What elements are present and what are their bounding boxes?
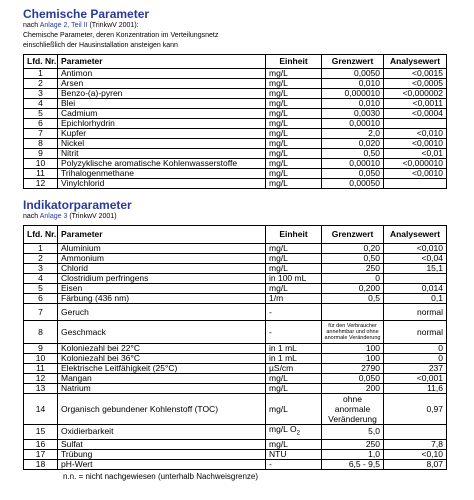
row-number-cell: 9 (24, 344, 58, 354)
unit-cell: mg/L (266, 244, 322, 254)
chemical-parameters-table (23, 54, 447, 189)
analysis-value-cell: <0,000002 (384, 89, 447, 99)
limit-value-cell: 0,50 (322, 149, 384, 159)
parameter-cell: Chlorid (58, 264, 266, 274)
reference-prefix: nach (23, 213, 40, 220)
unit-cell: mg/L (266, 384, 322, 394)
parameter-cell: Oxidierbarkeit (58, 425, 266, 440)
table-row (24, 119, 447, 129)
table-row (24, 274, 447, 284)
unit-cell: µS/cm (266, 364, 322, 374)
reference-prefix: nach (23, 22, 40, 29)
parameter-cell: Antimon (58, 69, 266, 79)
analysis-value-cell: <0,010 (384, 244, 447, 254)
indicator-parameters-table (23, 225, 447, 470)
unit-cell: NTU (266, 449, 322, 459)
row-number-cell: 5 (24, 284, 58, 294)
analysis-value-cell: 0,014 (384, 284, 447, 294)
limit-value-cell: 1,0 (322, 449, 384, 459)
row-number-cell: 6 (24, 294, 58, 304)
parameter-cell: Aluminium (58, 244, 266, 254)
row-number-cell: 3 (24, 89, 58, 99)
row-number-cell: 8 (24, 139, 58, 149)
unit-cell: mg/L (266, 79, 322, 89)
analysis-value-cell (384, 425, 447, 440)
unit-cell: mg/L (266, 394, 322, 425)
header-cell: Parameter (58, 55, 266, 69)
section-description-line: einschließlich der Hausinstallation ansteigen kann (23, 42, 178, 49)
table-row (24, 449, 447, 459)
row-number-cell: 7 (24, 304, 58, 321)
unit-cell: mg/L (266, 284, 322, 294)
limit-value-cell: 0,020 (322, 139, 384, 149)
row-number-cell: 3 (24, 264, 58, 274)
table-body (24, 69, 447, 189)
unit-cell: mg/L (266, 119, 322, 129)
reference-suffix: (TrinkwV 2001): (87, 22, 139, 29)
header-cell: Einheit (266, 55, 322, 69)
analysis-value-cell: <0,04 (384, 254, 447, 264)
parameter-cell: Färbung (436 nm) (58, 294, 266, 304)
section-description-line: Chemische Parameter, deren Konzentration im Verteilungsnetz (23, 32, 219, 39)
unit-cell: mg/L (266, 129, 322, 139)
limit-value-cell: 0,20 (322, 244, 384, 254)
unit-cell: - (266, 304, 322, 321)
analysis-value-cell: 15,1 (384, 264, 447, 274)
parameter-cell: Benzo-(a)-pyren (58, 89, 266, 99)
limit-value-cell: 250 (322, 264, 384, 274)
table-row (24, 109, 447, 119)
analysis-value-cell: <0,0011 (384, 99, 447, 109)
table-row (24, 244, 447, 254)
limit-value-cell: 0,0050 (322, 69, 384, 79)
analysis-value-cell: 0,97 (384, 394, 447, 425)
row-number-cell: 2 (24, 79, 58, 89)
unit-cell: mg/L (266, 89, 322, 99)
analysis-value-cell: 7,8 (384, 439, 447, 449)
header-cell: Grenzwert (322, 55, 384, 69)
analysis-value-cell: <0,000010 (384, 159, 447, 169)
limit-value-cell: 2790 (322, 364, 384, 374)
parameter-cell: Arsen (58, 79, 266, 89)
unit-cell: mg/L (266, 159, 322, 169)
table-row (24, 384, 447, 394)
table-row (24, 425, 447, 440)
unit-cell: in 1 mL (266, 354, 322, 364)
unit-cell: mg/L (266, 109, 322, 119)
analysis-value-cell: 11,6 (384, 384, 447, 394)
row-number-cell: 12 (24, 179, 58, 189)
row-number-cell: 11 (24, 169, 58, 179)
row-number-cell: 12 (24, 374, 58, 384)
row-number-cell: 2 (24, 254, 58, 264)
table-row (24, 99, 447, 109)
parameter-cell: Vinylchlorid (58, 179, 266, 189)
row-number-cell: 7 (24, 129, 58, 139)
unit-cell: 1/m (266, 294, 322, 304)
unit-cell: mg/L (266, 179, 322, 189)
table-row (24, 79, 447, 89)
table-row (24, 321, 447, 344)
limit-value-cell: 0,00010 (322, 119, 384, 129)
parameter-cell: Blei (58, 99, 266, 109)
analysis-value-cell: 0 (384, 354, 447, 364)
unit-cell: mg/L (266, 69, 322, 79)
table-row (24, 69, 447, 79)
table-header-row (24, 226, 447, 244)
parameter-cell: Geschmack (58, 321, 266, 344)
row-number-cell: 6 (24, 119, 58, 129)
row-number-cell: 14 (24, 394, 58, 425)
table-row (24, 149, 447, 159)
parameter-cell: Cadmium (58, 109, 266, 119)
header-cell: Lfd. Nr. (24, 55, 58, 69)
header-cell: Analysewert (384, 55, 447, 69)
row-number-cell: 5 (24, 109, 58, 119)
row-number-cell: 15 (24, 425, 58, 440)
limit-value-cell: 0,010 (322, 99, 384, 109)
table-row (24, 139, 447, 149)
table-row (24, 354, 447, 364)
parameter-cell: Eisen (58, 284, 266, 294)
limit-value-cell: 0,00010 (322, 159, 384, 169)
limit-value-cell: 0,010 (322, 79, 384, 89)
row-number-cell: 13 (24, 384, 58, 394)
header-cell: Analysewert (384, 226, 447, 244)
limit-value-cell: 2,0 (322, 129, 384, 139)
unit-cell: mg/L (266, 169, 322, 179)
parameter-cell: Mangan (58, 374, 266, 384)
table-row (24, 129, 447, 139)
table-row (24, 89, 447, 99)
parameter-cell: Sulfat (58, 439, 266, 449)
section-title-chemical: Chemische Parameter (23, 7, 150, 21)
row-number-cell: 4 (24, 274, 58, 284)
table-row (24, 394, 447, 425)
parameter-cell: Koloniezahl bei 22°C (58, 344, 266, 354)
limit-value-cell: 200 (322, 384, 384, 394)
analysis-value-cell: 237 (384, 364, 447, 374)
table-row (24, 254, 447, 264)
limit-value-cell: 100 (322, 344, 384, 354)
unit-cell: in 100 mL (266, 274, 322, 284)
limit-value-cell: 0,050 (322, 169, 384, 179)
table-row (24, 159, 447, 169)
limit-value-cell: 0,050 (322, 374, 384, 384)
parameter-cell: Trübung (58, 449, 266, 459)
analysis-value-cell (384, 179, 447, 189)
table-row (24, 344, 447, 354)
limit-value-cell: 0,5 (322, 294, 384, 304)
row-number-cell: 17 (24, 449, 58, 459)
table-row (24, 374, 447, 384)
table-row (24, 439, 447, 449)
section-reference (23, 212, 474, 222)
limit-value-cell: 6,5 - 9,5 (322, 459, 384, 469)
limit-value-cell: 0,00050 (322, 179, 384, 189)
table-row (24, 364, 447, 374)
unit-cell: - (266, 459, 322, 469)
table-row (24, 459, 447, 469)
parameter-cell: Geruch (58, 304, 266, 321)
analysis-value-cell (384, 119, 447, 129)
section-reference (23, 21, 474, 31)
limit-value-cell: für den Verbraucher annehmbar und ohne anormale Veränderung (322, 321, 384, 344)
analysis-value-cell: <0,001 (384, 374, 447, 384)
analysis-value-cell: <0,0005 (384, 79, 447, 89)
analysis-value-cell: 8,07 (384, 459, 447, 469)
limit-value-cell: 0,200 (322, 284, 384, 294)
analysis-value-cell: 0,1 (384, 294, 447, 304)
header-cell: Einheit (266, 226, 322, 244)
parameter-cell: Clostridium perfringens (58, 274, 266, 284)
unit-cell: in 1 mL (266, 344, 322, 354)
limit-value-cell: 5,0 (322, 425, 384, 440)
limit-value-cell: 0,50 (322, 254, 384, 264)
parameter-cell: Koloniezahl bei 36°C (58, 354, 266, 364)
limit-value-cell: 250 (322, 439, 384, 449)
analysis-value-cell: <0,10 (384, 449, 447, 459)
table-body (24, 244, 447, 470)
unit-cell: mg/L $O_2$ (266, 425, 322, 440)
row-number-cell: 8 (24, 321, 58, 344)
analysis-value-cell: <0,0004 (384, 109, 447, 119)
unit-cell: - (266, 321, 322, 344)
row-number-cell: 16 (24, 439, 58, 449)
row-number-cell: 9 (24, 149, 58, 159)
unit-cell: mg/L (266, 99, 322, 109)
row-number-cell: 1 (24, 244, 58, 254)
limit-value-cell: 100 (322, 354, 384, 364)
reference-link[interactable]: Anlage 3 (39, 213, 68, 220)
limit-value-cell: 0,000010 (322, 89, 384, 99)
limit-value-cell: 0 (322, 274, 384, 284)
row-number-cell: 18 (24, 459, 58, 469)
parameter-cell: Natrium (58, 384, 266, 394)
parameter-cell: pH-Wert (58, 459, 266, 469)
parameter-cell: Trihalogenmethane (58, 169, 266, 179)
footnote: n.n. = nicht nachgewiesen (unterhalb Nachweisgrenze) (63, 471, 259, 481)
section-title-indicator: Indikatorparameter (23, 198, 132, 212)
parameter-cell: Polyzyklische aromatische Kohlenwasserstoffe (58, 159, 266, 169)
analysis-value-cell: 0 (384, 344, 447, 354)
parameter-cell: Nickel (58, 139, 266, 149)
table-row (24, 304, 447, 321)
header-cell: Parameter (58, 226, 266, 244)
parameter-cell: Ammonium (58, 254, 266, 264)
parameter-cell: Nitrit (58, 149, 266, 159)
parameter-cell: Kupfer (58, 129, 266, 139)
analysis-value-cell: normal (384, 304, 447, 321)
row-number-cell: 1 (24, 69, 58, 79)
parameter-cell: Epichlorhydrin (58, 119, 266, 129)
limit-value-cell: ohne anormale Veränderung (322, 394, 384, 425)
limit-value-cell: 0,0030 (322, 109, 384, 119)
analysis-value-cell: <0,0010 (384, 139, 447, 149)
parameter-cell: Organisch gebundener Kohlenstoff (TOC) (58, 394, 266, 425)
header-cell: Grenzwert (322, 226, 384, 244)
analysis-value-cell: <0,01 (384, 149, 447, 159)
unit-cell: mg/L (266, 374, 322, 384)
unit-cell: mg/L (266, 254, 322, 264)
table-row (24, 169, 447, 179)
table-row (24, 284, 447, 294)
table-row (24, 179, 447, 189)
table-header-row (24, 55, 447, 69)
unit-cell: mg/L (266, 264, 322, 274)
unit-cell: mg/L (266, 149, 322, 159)
analysis-value-cell: <0,0015 (384, 69, 447, 79)
row-number-cell: 11 (24, 364, 58, 374)
unit-cell: mg/L (266, 439, 322, 449)
row-number-cell: 10 (24, 354, 58, 364)
analysis-value-cell: <0,0010 (384, 169, 447, 179)
unit-cell: mg/L (266, 139, 322, 149)
analysis-value-cell: <0,010 (384, 129, 447, 139)
analysis-value-cell (384, 274, 447, 284)
table-row (24, 294, 447, 304)
parameter-cell: Elektrische Leitfähigkeit (25°C) (58, 364, 266, 374)
analysis-value-cell: normal (384, 321, 447, 344)
header-cell: Lfd. Nr. (24, 226, 58, 244)
row-number-cell: 4 (24, 99, 58, 109)
row-number-cell: 10 (24, 159, 58, 169)
reference-suffix: (TrinkwV 2001) (67, 213, 117, 220)
reference-link[interactable]: Anlage 2, Teil II (39, 22, 88, 29)
table-row (24, 264, 447, 274)
limit-value-cell (322, 304, 384, 321)
